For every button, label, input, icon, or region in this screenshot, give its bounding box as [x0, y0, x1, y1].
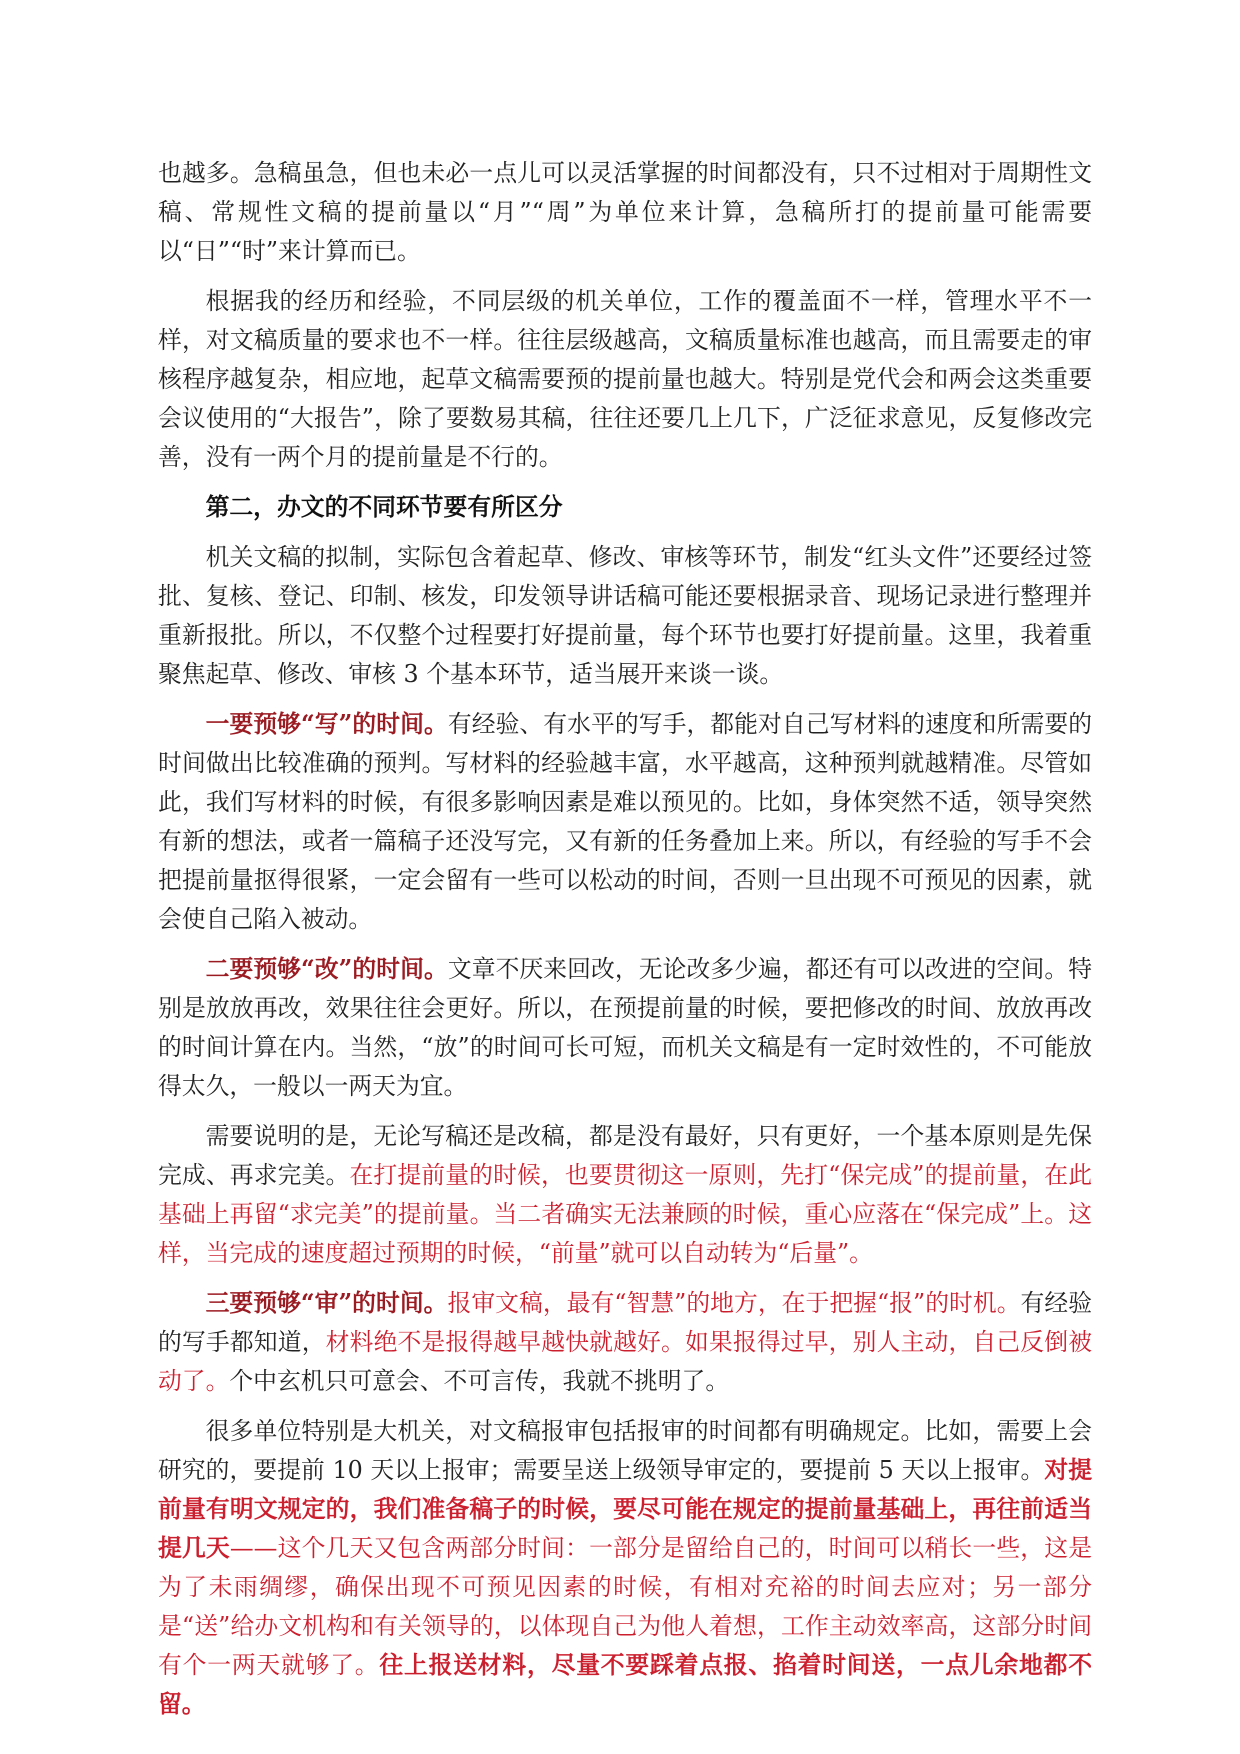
lead-phrase: 一要预够“写”的时间。 — [205, 710, 448, 738]
paragraph-text: 根据我的经历和经验，不同层级的机关单位，工作的覆盖面不一样，管理水平不一样，对文稿质量的要求也不一样。往往层级越高，文稿质量标准也越高，而且需要走的审核程序越复杂，相应地，起草文稿需要预的提前量也越大。特别是党代会和两会这类重要会议使用的“大报告”，除了要数易其稿，往往还要几上几下，广泛征求意见，反复修改完善，没有一两个月的提前量是不行的。 — [158, 287, 1092, 471]
emphasized-text: 往上报送材料，尽量不要踩着点报、掐着时间送，一点儿余地都不留。 — [158, 1651, 1093, 1718]
lead-phrase: 三要预够“审”的时间。 — [205, 1289, 448, 1317]
paragraph-review-time — [158, 1284, 1092, 1401]
paragraph-writing-time — [158, 705, 1092, 939]
paragraph-principle — [158, 1117, 1092, 1273]
paragraph-text: 有经验、有水平的写手，都能对自己写材料的速度和所需要的时间做出比较准确的预判。写材料的经验越丰富，水平越高，这种预判就越精准。尽管如此，我们写材料的时候，有很多影响因素是难以预见的。比如，身体突然不适，领导突然有新的想法，或者一篇稿子还没写完，又有新的任务叠加上来。所以，有经验的写手不会把提前量抠得很紧，一定会留有一些可以松动的时间，否则一旦出现不可预见的因素，就会使自己陷入被动。 — [158, 710, 1092, 933]
paragraph-continuation — [158, 154, 1092, 271]
highlighted-text: 材料绝不是报得越早越快就越好。如果报得过早，别人主动，自己反倒被动了。 — [158, 1328, 1093, 1395]
paragraph-text: 机关文稿的拟制，实际包含着起草、修改、审核等环节，制发“红头文件”还要经过签批、复核、登记、印制、核发，印发领导讲话稿可能还要根据录音、现场记录进行整理并重新报批。所以，不仅整个过程要打好提前量，每个环节也要打好提前量。这里，我着重聚焦起草、修改、审核 3 个基本环节，适当展开来谈一谈。 — [158, 543, 1092, 688]
paragraph-text: 个中玄机只可意会、不可言传，我就不挑明了。 — [229, 1367, 730, 1395]
paragraph-process-stages — [158, 538, 1092, 694]
highlighted-text: 在打提前量的时候，也要贯彻这一原则，先打“保完成”的提前量，在此基础上再留“求完美”的提前量。当二者确实无法兼顾的时候，重心应落在“保完成”上。这样，当完成的速度超过预期的时候，“前量”就可以自动转为“后量”。 — [158, 1161, 1092, 1267]
section-heading — [158, 488, 1092, 527]
emphasized-text: 对提前量有明文规定的，我们准备稿子的时候，要尽可能在规定的提前量基础上，再往前适当提几天 — [158, 1456, 1092, 1562]
document-page — [158, 154, 1092, 1735]
paragraph-text: 也越多。急稿虽急，但也未必一点儿可以灵活掌握的时间都没有，只不过相对于周期性文稿、常规性文稿的提前量以“月”“周”为单位来计算，急稿所打的提前量可能需要以“日”“时”来计算而已。 — [158, 159, 1092, 265]
paragraph-text: 有经验的写手都知道， — [158, 1289, 1092, 1356]
lead-phrase: 二要预够“改”的时间。 — [205, 955, 448, 983]
paragraph-submission-rules — [158, 1412, 1092, 1724]
paragraph-hierarchy-levels — [158, 282, 1092, 477]
paragraph-text: 很多单位特别是大机关，对文稿报审包括报审的时间都有明确规定。比如，需要上会研究的，要提前 10 天以上报审；需要呈送上级领导审定的，要提前 5 天以上报审。 — [158, 1417, 1092, 1484]
highlighted-text: 报审文稿，最有“智慧”的地方，在于把握“报”的时机。 — [447, 1289, 1021, 1317]
highlighted-text: ——这个几天又包含两部分时间：一部分是留给自己的，时间可以稍长一些，这是为了未雨绸缪，确保出现不可预见因素的时候，有相对充裕的时间去应对；另一部分是“送”给办文机构和有关领导的，以体现自己为他人着想，工作主动效率高，这部分时间有个一两天就够了。 — [158, 1534, 1093, 1679]
paragraph-text: 需要说明的是，无论写稿还是改稿，都是没有最好，只有更好，一个基本原则是先保完成、再求完美。 — [158, 1122, 1092, 1189]
paragraph-text: 文章不厌来回改，无论改多少遍，都还有可以改进的空间。特别是放放再改，效果往往会更好。所以，在预提前量的时候，要把修改的时间、放放再改的时间计算在内。当然，“放”的时间可长可短，而机关文稿是有一定时效性的，不可能放得太久，一般以一两天为宜。 — [158, 955, 1092, 1100]
paragraph-revising-time — [158, 950, 1092, 1106]
section-heading-text: 第二，办文的不同环节要有所区分 — [205, 493, 563, 521]
